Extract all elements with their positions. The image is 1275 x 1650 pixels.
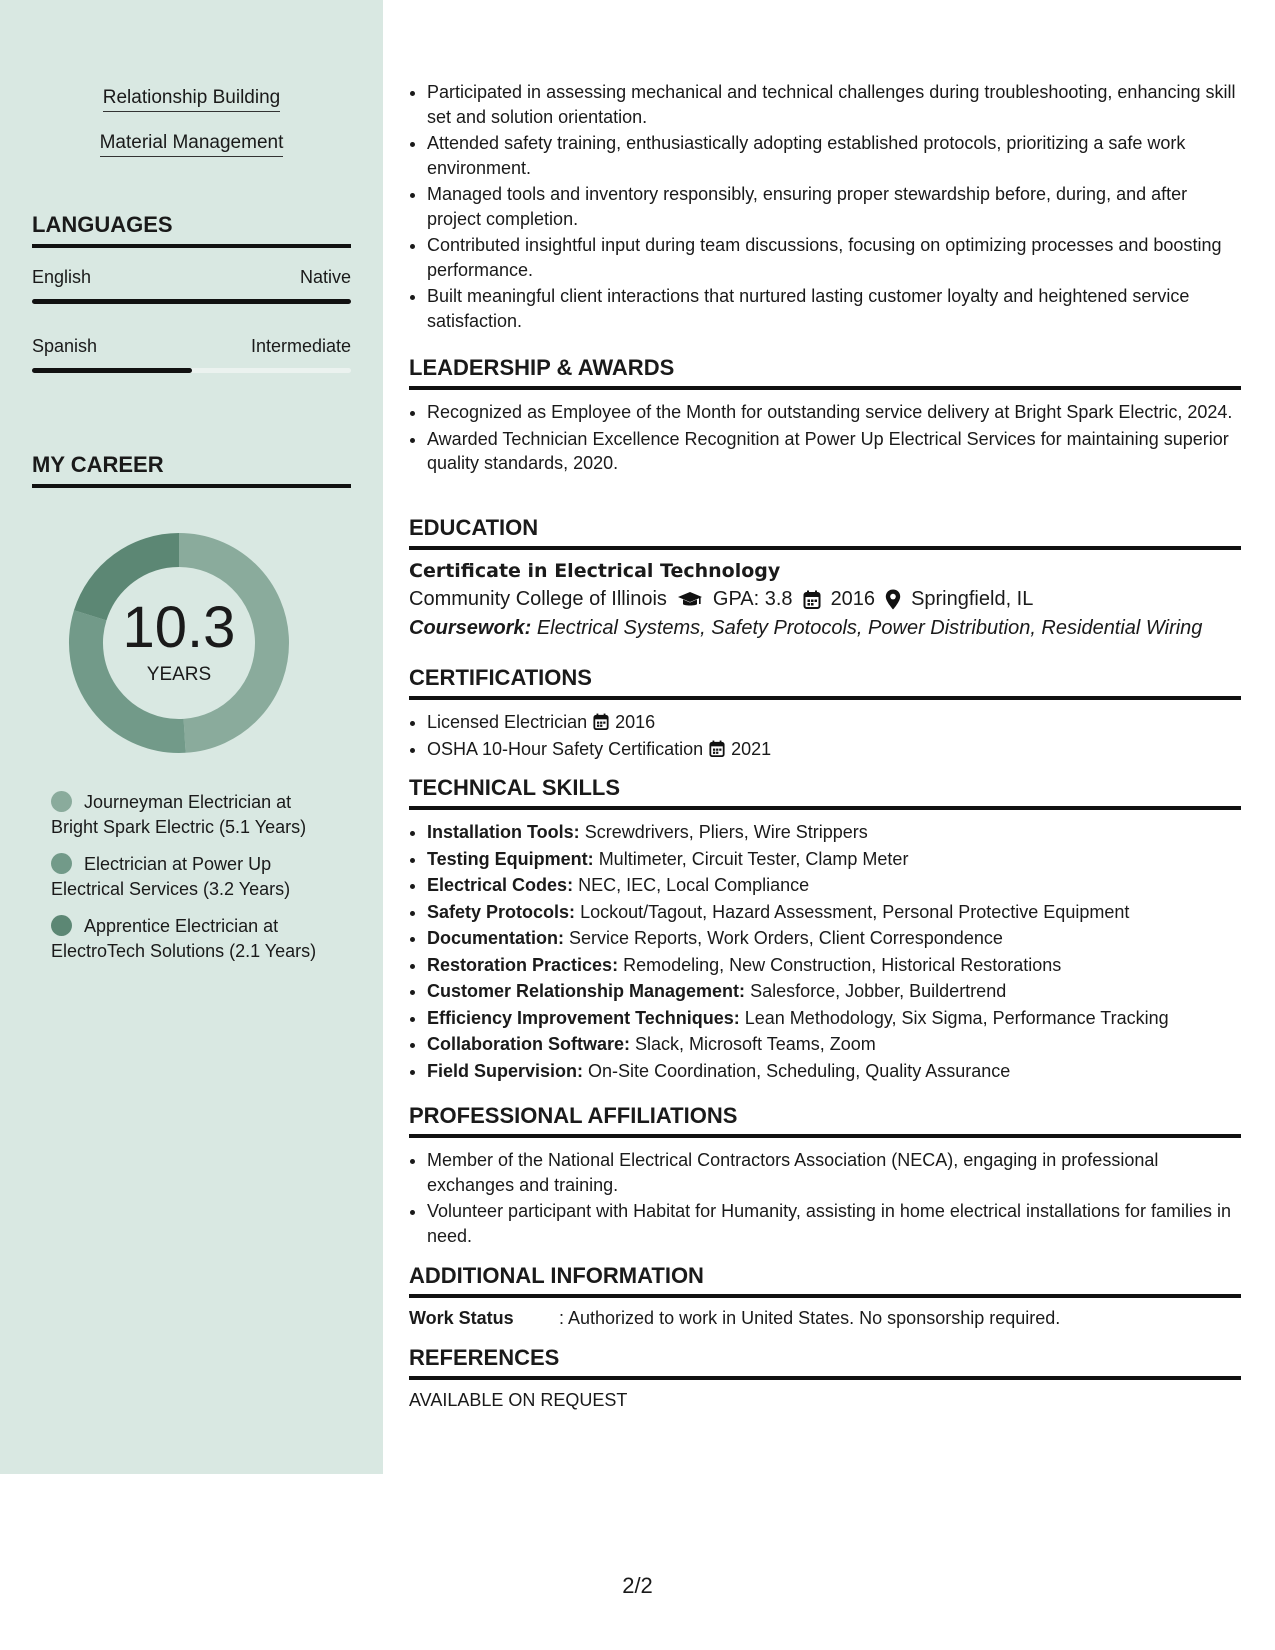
school-name: Community College of Illinois [409,588,667,610]
affiliation-item: • Member of the National Electrical Contractors Association (NECA), engaging in professional exchanges and training. [427,1148,1241,1197]
tech-skill-item: • Efficiency Improvement Techniques: Lean Methodology, Six Sigma, Performance Tracking [427,1006,1241,1031]
tech-skill-item: • Installation Tools: Screwdrivers, Pliers, Wire Strippers [427,820,1241,845]
award-item: • Recognized as Employee of the Month for outstanding service delivery at Bright Spark Electric, 2024. [427,400,1241,425]
language-name: Spanish [32,336,98,356]
coursework [409,617,1241,640]
calendar-icon [803,590,821,610]
affiliations-section [409,1103,1241,1250]
section-title: CERTIFICATIONS [409,665,1241,700]
experience-bullet: • Built meaningful client interactions that nurtured lasting customer loyalty and heightened service satisfaction. [427,284,1241,333]
coursework-list: Electrical Systems, Safety Protocols, Power Distribution, Residential Wiring [536,617,1203,639]
language-bar [32,368,351,373]
language-row [32,336,351,357]
tech-skill-item: • Field Supervision: On-Site Coordination, Scheduling, Quality Assurance [427,1059,1241,1084]
calendar-icon [709,740,725,758]
degree-title: Certificate in Electrical Technology [409,560,781,582]
skill-tag: Material Management [0,132,383,157]
career-legend-item: Apprentice Electrician at ElectroTech Solutions (2.1 Years) [51,916,317,961]
calendar-icon [593,713,609,731]
tech-skill-item: • Documentation: Service Reports, Work Orders, Client Correspondence [427,926,1241,951]
certification-name: • OSHA 10-Hour Safety Certification [427,738,704,759]
career-legend-item: Electrician at Power Up Electrical Services (3.2 Years) [51,854,291,899]
career-donut-chart [64,528,294,758]
legend-dot-icon [51,853,72,874]
graduation-cap-icon [677,591,703,609]
experience-bullet: • Attended safety training, enthusiastically adopting established protocols, prioritizing a safe work environment. [427,131,1241,180]
language-level: Intermediate [250,336,351,356]
language-level: Native [299,267,351,287]
section-title: LEADERSHIP & AWARDS [409,355,1241,390]
tech-skill-item: • Collaboration Software: Slack, Microsoft Teams, Zoom [427,1032,1241,1057]
affiliation-item: • Volunteer participant with Habitat for Humanity, assisting in home electrical installations for families in need. [427,1199,1241,1248]
tech-skill-item: • Customer Relationship Management: Salesforce, Jobber, Buildertrend [427,979,1241,1004]
work-status-value: : Authorized to work in United States. No sponsorship required. [559,1308,1061,1328]
page-number: 2/2 [622,1573,653,1598]
tech-skill-item: • Electrical Codes: NEC, IEC, Local Compliance [427,873,1241,898]
experience-bullet: • Participated in assessing mechanical and technical challenges during troubleshooting, enhancing skill set and solution orientation. [427,80,1241,129]
coursework-label: Coursework: [409,617,532,639]
career-legend-item: Journeyman Electrician at Bright Spark Electric (5.1 Years) [51,792,307,837]
experience-bullet: • Managed tools and inventory responsibly, ensuring proper stewardship before, during, and after project completion. [427,182,1241,231]
certification-year: 2021 [731,738,772,759]
award-item: • Awarded Technician Excellence Recognition at Power Up Electrical Services for maintaining superior quality standards, 2020. [427,427,1241,476]
education-section [409,515,1241,640]
section-title: PROFESSIONAL AFFILIATIONS [409,1103,1241,1138]
gpa: GPA: 3.8 [712,588,793,610]
legend-dot-icon [51,791,72,812]
legend-dot-icon [51,915,72,936]
language-row [32,267,351,288]
certifications-section [409,665,1241,763]
school-location: Springfield, IL [911,588,1034,610]
section-title: EDUCATION [409,515,1241,550]
career-total-unit: YEARS [146,664,212,685]
skill-tag: Relationship Building [0,87,383,112]
work-status-row [409,1308,1241,1329]
leadership-section [409,355,1241,478]
education-details [409,588,1241,611]
certification-year: 2016 [615,712,656,732]
experience-bullet: • Contributed insightful input during team discussions, focusing on optimizing processes and boosting performance. [427,233,1241,282]
languages-heading: LANGUAGES [32,212,351,248]
work-status-label: Work Status [409,1308,514,1328]
tech-skill-item: • Restoration Practices: Remodeling, New Construction, Historical Restorations [427,953,1241,978]
certification-item [427,710,1241,735]
language-name: English [32,267,92,287]
certification-name: • Licensed Electrician [427,712,588,732]
language-bar [32,299,351,304]
additional-info-section [409,1263,1241,1329]
section-title: ADDITIONAL INFORMATION [409,1263,1241,1298]
language-bar-fill [32,368,192,373]
graduation-year: 2016 [830,588,876,610]
sidebar [0,0,383,1474]
references-value: AVAILABLE ON REQUEST [409,1390,628,1410]
career-total-years: 10.3 [122,595,236,660]
experience-bullets [409,80,1241,335]
technical-skills-section [409,775,1241,1085]
section-title: REFERENCES [409,1345,1241,1380]
map-pin-icon [885,589,901,610]
certification-item [427,737,1241,762]
tech-skill-item: • Testing Equipment: Multimeter, Circuit Tester, Clamp Meter [427,847,1241,872]
section-title: TECHNICAL SKILLS [409,775,1241,810]
language-bar-fill [32,299,351,304]
tech-skill-item: • Safety Protocols: Lockout/Tagout, Hazard Assessment, Personal Protective Equipment [427,900,1241,925]
references-section [409,1345,1241,1411]
career-heading: MY CAREER [32,452,351,488]
